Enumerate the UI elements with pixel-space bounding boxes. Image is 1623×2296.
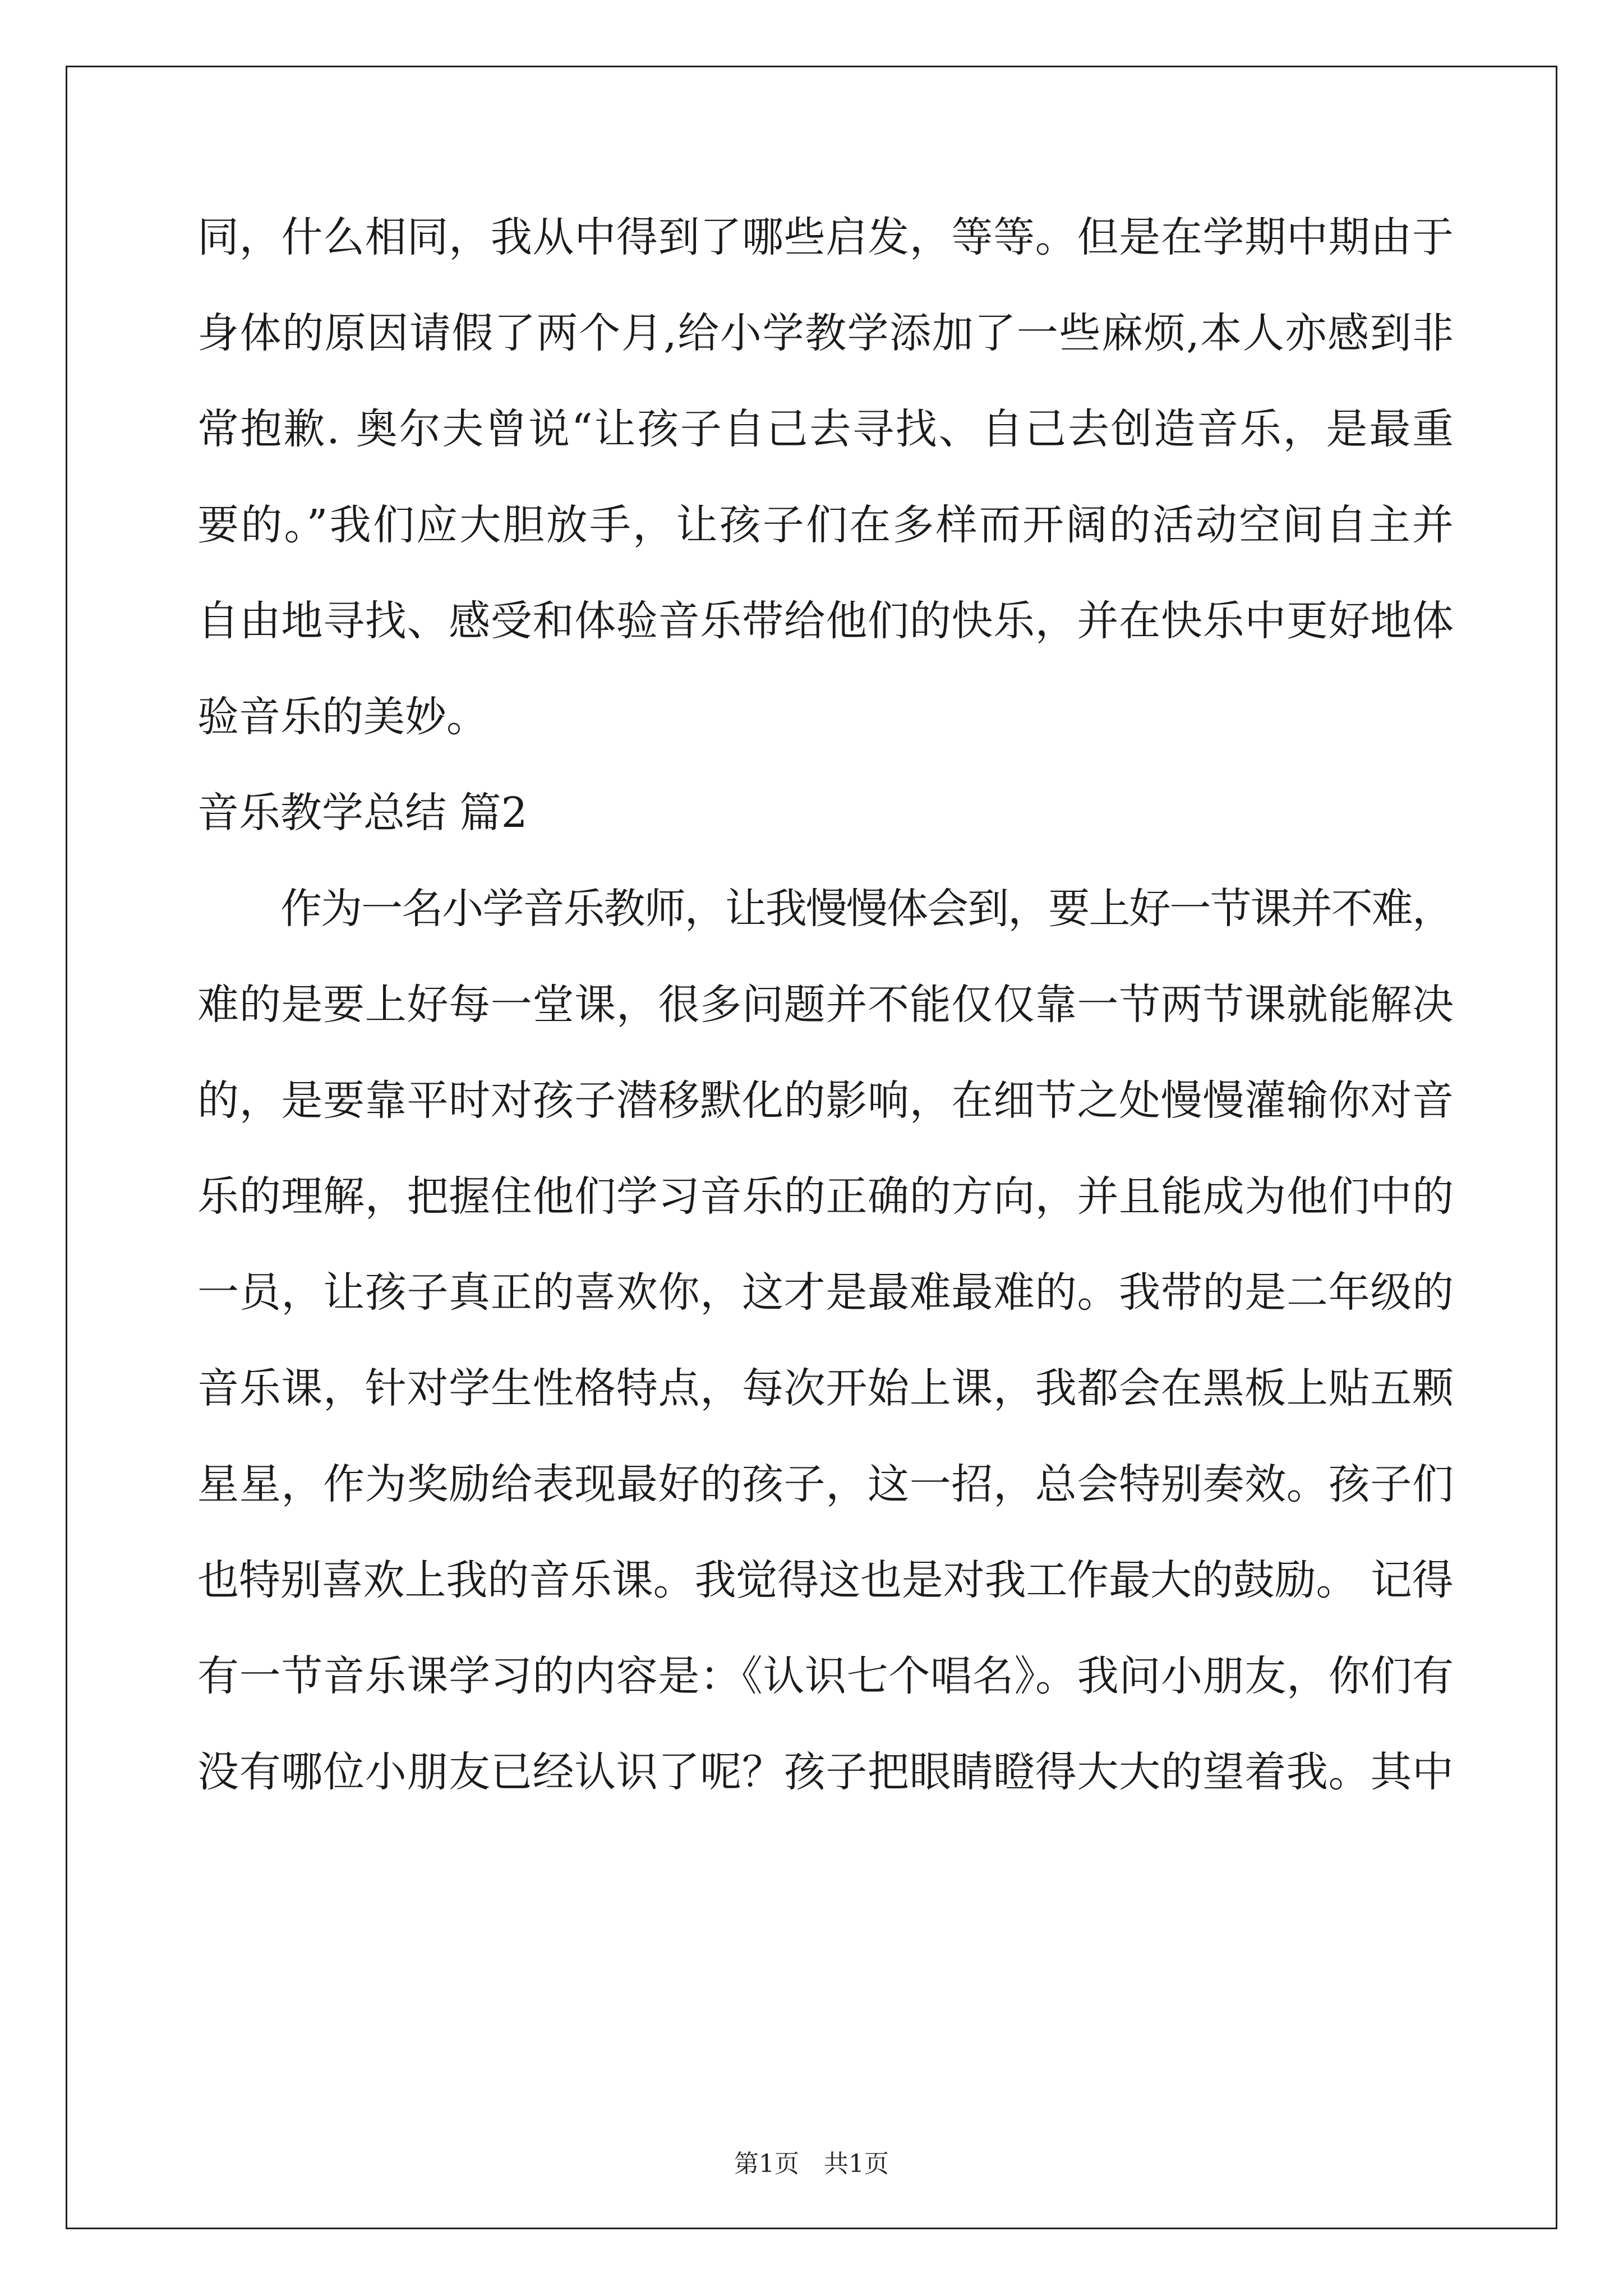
paragraph-line: 作为一名小学音乐教师，让我慢慢体会到，要上好一节课并不难， [280,885,1453,933]
paragraph-line: 有一节音乐课学习的内容是：《认识七个唱名》。我问小朋友，你们有 [197,1652,1454,1700]
paragraph-line: 同，什么相同，我从中得到了哪些启发，等等。但是在学期中期由于 [197,213,1454,261]
paragraph-line: 的，是要靠平时对孩子潜移默化的影响，在细节之处慢慢灌输你对音 [197,1076,1454,1125]
paragraph-line: 一员，让孩子真正的喜欢你，这才是最难最难的。我带的是二年级的 [197,1268,1454,1317]
page-border [66,66,1557,2229]
paragraph-line: 乐的理解，把握住他们学习音乐的正确的方向，并且能成为他们中的 [197,1172,1454,1221]
page-number-current: 第1页 [734,2150,799,2178]
paragraph-line: 星星，作为奖励给表现最好的孩子，这一招，总会特别奏效。孩子们 [197,1460,1454,1508]
paragraph-line: 没有哪位小朋友已经认识了呢？孩子把眼睛瞪得大大的望着我。其中 [197,1748,1454,1796]
paragraph-line: 要的。”我们应大胆放手，让孩子们在多样而开阔的活动空间自主并 [197,501,1456,549]
paragraph-line: 也特别喜欢上我的音乐课。我觉得这也是对我工作最大的鼓励。 记得 [197,1556,1454,1604]
page-footer [0,2148,1623,2180]
paragraph-line: 验音乐的美妙。 [197,693,488,741]
page-number-total: 共1页 [824,2150,889,2178]
paragraph-line: 身体的原因请假了两个月,给小学教学添加了一些麻烦,本人亦感到非 [197,309,1455,357]
section-heading: 音乐教学总结 篇2 [197,789,528,837]
paragraph-line: 音乐课，针对学生性格特点，每次开始上课，我都会在黑板上贴五颗 [197,1364,1454,1412]
paragraph-line: 常抱歉. 奥尔夫曾说“让孩子自己去寻找、自己去创造音乐，是最重 [197,405,1455,453]
paragraph-line: 自由地寻找、感受和体验音乐带给他们的快乐，并在快乐中更好地体 [197,597,1454,645]
paragraph-line: 难的是要上好每一堂课，很多问题并不能仅仅靠一节两节课就能解决 [197,981,1454,1029]
